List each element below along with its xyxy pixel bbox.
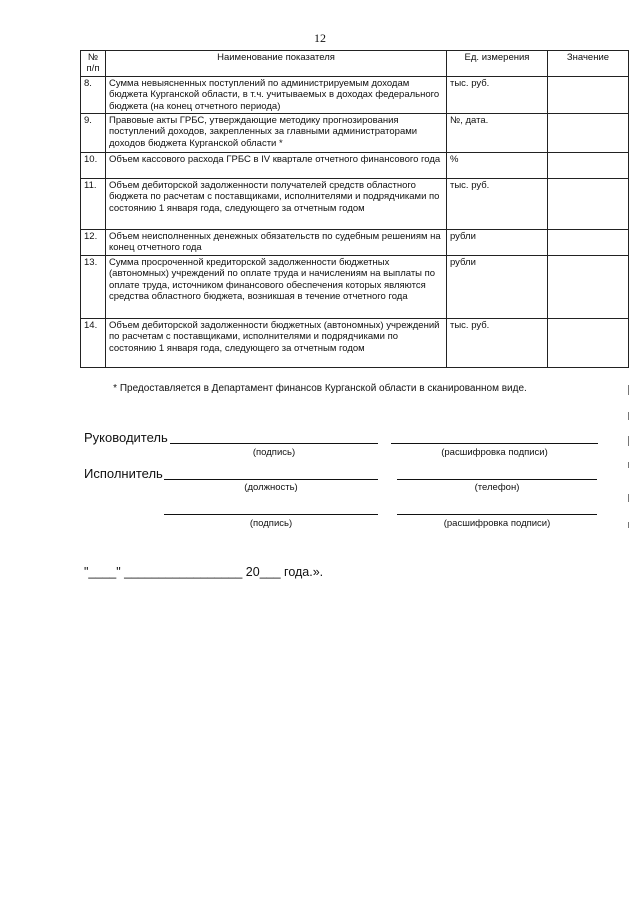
row-num: 8. [81,76,106,113]
table-row [81,153,629,179]
indicators-table [80,50,629,368]
scan-mark [628,412,629,420]
scan-mark [628,436,629,446]
table-row [81,76,629,113]
row-name: Объем кассового расхода ГРБС в IV квартале отчетного финансового года [106,153,447,179]
exec-phone-caption: (телефон) [474,482,520,493]
row-name: Объем дебиторской задолженности бюджетных (автономных) учреждений по расчетам с поставщиками, исполнителями и подрядчиками по состоянию 1 января года, следующего за отчетным годом [106,319,447,368]
row-value [548,76,629,113]
exec-sign-caption: (подпись) [249,518,293,529]
table-header-row [81,51,629,77]
row-unit: тыс. руб. [447,179,548,230]
table-row [81,319,629,368]
head-sign-caption: (подпись) [252,447,296,458]
row-value [548,230,629,256]
row-name: Сумма просроченной кредиторской задолженности бюджетных (автономных) учреждений по оплате труда и начислениям на выплаты по оплате труда, источником финансового обеспечения которых являются средства областного бюджета, возникшая в течение отчетного года [106,256,447,319]
row-name: Сумма невыясненных поступлений по администрируемым доходам бюджета Курганской области, в т.ч. учитываемых в доходах федерального бюджета (на конец отчетного периода) [106,76,447,113]
row-unit: №, дата. [447,114,548,153]
scan-mark [628,522,629,528]
table-row [81,114,629,153]
exec-phone-line[interactable] [397,479,597,480]
page-number: 12 [314,31,326,45]
row-name: Объем неисполненных денежных обязательств по судебным решениям на конец отчетного года [106,230,447,256]
row-name: Правовые акты ГРБС, утверждающие методику прогнозирования поступлений доходов, закрепленных за главными администраторами доходов бюджета Курганской области * [106,114,447,153]
row-unit: тыс. руб. [447,76,548,113]
exec-position-line[interactable] [164,479,378,480]
table-row [81,256,629,319]
exec-decode-line[interactable] [397,514,597,515]
exec-sign-line[interactable] [164,514,378,515]
row-num: 14. [81,319,106,368]
table-row [81,179,629,230]
row-unit: рубли [447,230,548,256]
row-num: 9. [81,114,106,153]
row-unit: рубли [447,256,548,319]
scan-mark [628,462,629,468]
exec-decode-caption: (расшифровка подписи) [443,518,551,529]
row-value [548,319,629,368]
exec-position-caption: (должность) [244,482,298,493]
row-num: 11. [81,179,106,230]
header-unit: Ед. измерения [447,51,548,77]
exec-label: Исполнитель [84,466,163,481]
head-decode-caption: (расшифровка подписи) [441,447,548,458]
scan-mark [628,494,629,502]
header-name: Наименование показателя [106,51,447,77]
row-name: Объем дебиторской задолженности получателей средств областного бюджета по расчетам с поставщиками, исполнителями и подрядчиками по состоянию 1 января года, следующего за отчетным годом [106,179,447,230]
row-value [548,256,629,319]
row-num: 10. [81,153,106,179]
row-value [548,179,629,230]
row-num: 13. [81,256,106,319]
header-value: Значение [548,51,629,77]
row-num: 12. [81,230,106,256]
header-num: № п/п [81,51,106,77]
footnote: * Предоставляется в Департамент финансов Курганской области в сканированном виде. [113,383,527,394]
row-value [548,114,629,153]
scan-mark [628,385,629,395]
table-row [81,230,629,256]
row-unit: тыс. руб. [447,319,548,368]
head-decode-line[interactable] [391,443,598,444]
row-value [548,153,629,179]
head-sign-line[interactable] [170,443,378,444]
date-line: "____" _________________ 20___ года.». [84,565,324,579]
row-unit: % [447,153,548,179]
head-label: Руководитель [84,430,168,445]
